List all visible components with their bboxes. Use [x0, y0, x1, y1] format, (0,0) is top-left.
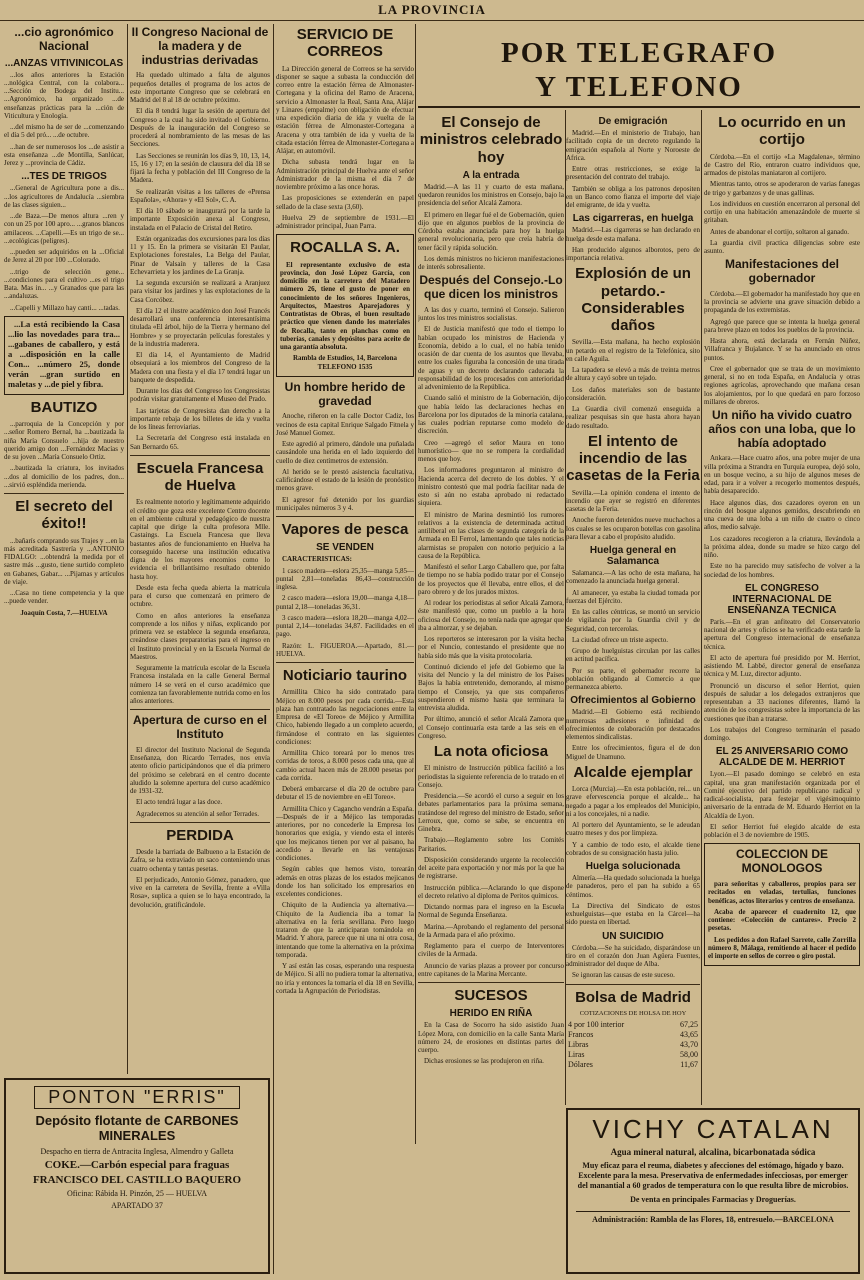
advertisement	[4, 316, 124, 395]
section-heading: Alcalde ejemplar	[573, 763, 693, 781]
ad-text: El representante exclusivo de esta provincia, don José López García, con domicilio en la carretera del Matadero número 26, tiene el gusto de poner en conocimiento de los señores Ingenieros, Arquitectos, Maestros Aparejadores y Contratistas de Obras, el buen resultado práctico que vienen dando los materiales de Rocalla, tanto en planchas como en tuberías, canales y depósitos para aceite de una garantía absoluta.	[280, 260, 410, 351]
quote-label: Liras	[568, 1050, 585, 1060]
paragraph: Los cazadores recogieron a la criatura, llevándola a la próxima aldea, donde su madre se hizo cargo del niño.	[704, 534, 860, 560]
article-title: Noticiario taurino	[282, 667, 408, 685]
article-title: ...cio agronómico Nacional	[14, 25, 114, 53]
paragraph: Las proposiciones se extenderán en papel sellado de la clase sexta (3,60).	[276, 194, 414, 211]
quote-label: Dólares	[568, 1060, 593, 1070]
paragraph: Sevilla.—La opinión condena el intento de incendio que ayer se registró en diferentes casetas de la Feria.	[566, 488, 700, 513]
paragraph: Cuando salió el ministro de la Gobernación, dijo que había leído las declaraciones hechas en Barcelona por los diputados de la minoría catalana, las cuales podrían reputarse como modelo de discreción.	[418, 394, 564, 436]
paragraph: Se realizarán visitas a los talleres de «Prensa Española», «Ahora» y «El Sol», C. A.	[130, 187, 270, 204]
column-5	[566, 112, 700, 1102]
divider	[276, 516, 414, 517]
paragraph: Están organizadas dos excursiones para los días 11 y 15. En la primera se visitarán El Paular, Explotaciones forestales, La Belga del Paular, Pinar de Valsaín y talleres de la Casa Echevarrieta y los jardines de La Granja.	[130, 234, 270, 276]
section-heading: UN SUICIDIO	[602, 930, 664, 942]
paragraph: Por su parte, el gobernador recorre la población obligando al Comercio a que permanezca abierto.	[566, 666, 700, 691]
quote-value: 58,00	[680, 1050, 698, 1060]
paragraph: París.—En el gran anfiteatro del Conservatorio nacional de artes y oficios se ha verificado esta tarde la apertura del Congreso internacional de enseñanza técnica.	[704, 617, 860, 651]
paragraph: El agresor fué detenido por los guardias municipales números 3 y 4.	[276, 495, 414, 512]
paragraph: Como en años anteriores la enseñanza comprende a los niños y niñas, explicando por primera vez se establece la segunda enseñanza, creándose clases preparatorias para el ingreso en el Instituto provincial y en la Escuela Normal de Maestros.	[130, 611, 270, 661]
paragraph: ...bañarís comprando sus Trajes y ...en la más acreditada Sastrería y ...ANTONIO FIDALGO: ...obtendrá la medida por el sastre más ...gusto, tiene surtido completo en Gabanes, Gabar... ...Pijamas y artículos de viaje.	[4, 536, 124, 586]
paragraph: Madrid.—En el ministerio de Trabajo, han facilitado copia de un decreto regulando la emigración española al Norte y Noroeste de Africa.	[566, 129, 700, 162]
paragraph: Seguramente la matrícula escolar de la Escuela Francesa instalada en la calle General Bermal número 14 se verá en el curso académico que comienza tan favorablemente nutrida como en los años anteriores.	[130, 664, 270, 706]
quote-row	[566, 1040, 700, 1050]
paragraph: Ankara.—Hace cuatro años, una pobre mujer de una villa próxima a Strandra en Turquía europea, dejó solo, en un bosque vecino, a su hijo de algunos meses de edad, para ir a volver a recogerlo momentos después, había desaparecido.	[704, 454, 860, 496]
paragraph: Armillita Chico ha sido contratado para Méjico en 8.000 pesos por cada corrida.—Esta plaza han contratado las negociaciones entre la Empresa de «El Toreo» de Méjico y Armillita Chico, habiendo llegado a un completo acuerdo, firmándose el contrato en las siguientes condiciones:	[276, 688, 414, 746]
paragraph: El ministro de Instrucción pública facilitó a los periodistas la siguiente referencia de lo tratado en el Consejo.	[418, 764, 564, 789]
paragraph: Desde esta fecha queda abierta la matrícula para el curso que comenzará en primero de octubre.	[130, 583, 270, 609]
paragraph: La tapadera se elevó a más de treinta metros de altura y cayó sobre un tejado.	[566, 366, 700, 383]
paragraph: Pronunció un discurso el señor Herriot, quien después de saludar a los delegados extranjeros que representaban a 33 naciones diferentes, llamó la atención de los congresistas sobre la importancia de las cuestiones que iban a tratarse.	[704, 681, 860, 723]
paragraph: Madrid.—El Gobierno está recibiendo numerosas adhesiones e infinidad de ofrecimientos de colaboración por destacados elementos sindicalistas.	[566, 708, 700, 741]
section-heading: Huelga general en Salamanca	[589, 545, 677, 567]
paragraph: La segunda excursión se realizará a Aranjuez para visitar los jardines y las explotaciones de la Casa Corcóbez.	[130, 279, 270, 304]
ad-heading: El secreto del éxito!!	[15, 498, 113, 533]
ad-text: ...La está recibiendo la Casa ...lio las novedades para tra... ...gabanes de caballero, y está a ...disposición en la calle Con... ...número 25, donde verán ...gran surtido en maletas y ...de piel y fibra.	[8, 318, 120, 389]
paragraph: ...bautizada la criatura, los invitados ...dos al domicilio de los padres, don... ...sirvió espléndida merienda.	[4, 464, 124, 489]
ad-text: 3 casco madera—eslora 18,20—manga 4,02—puntal 2,14—toneladas 34,87. Facilidades en el pago.	[276, 613, 414, 639]
paragraph: El perjudicado, Antonio Gómez, panadero, que vive en la carretera de Sevilla, frente a «Villa Rosa», suplica a quien se lo haya encontrado, la devolución, gratificándole.	[130, 875, 270, 909]
paragraph: Los daños materiales son de bastante consideración.	[566, 385, 700, 402]
ad-text: para señoritas y caballeros, propios para ser recitados en veladas, tertulias, funciones benéficas, actos literarios y centros de enseñanza.	[708, 880, 856, 905]
ad-text: CARACTERISTICAS:	[282, 555, 353, 564]
column-rule	[127, 24, 128, 1074]
section-heading: Después del Consejo.-Lo que dicen los ministros	[419, 273, 563, 302]
signature: Joaquín Costa, 7.—HUELVA	[20, 608, 108, 617]
quote-value: 43,70	[680, 1040, 698, 1050]
paragraph: Huelva 29 de septiembre de 1931.—El administrador principal, Juan Parra.	[276, 213, 414, 230]
paragraph: Los trabajos del Congreso terminarán el pasado domingo.	[704, 725, 860, 743]
section-heading: Explosión de un petardo.- Considerables daños	[575, 265, 691, 334]
advertisement-vichy	[566, 1108, 860, 1274]
section-heading: Ofrecimientos al Gobierno	[570, 695, 696, 707]
advertisement	[276, 234, 414, 377]
paragraph: El día 14, el Ayuntamiento de Madrid obsequiará a los miembros del Congreso de la Madera con una fiesta y el día 17 tendrá lugar un banquete de despedida.	[130, 351, 270, 384]
ad-heading: PONTON "ERRIS"	[34, 1086, 240, 1109]
quote-value: 43,65	[680, 1030, 698, 1040]
paragraph: Y a cambio de todo esto, el alcalde tiene cobrados de su consignación hasta julio.	[566, 840, 700, 857]
paragraph: ...los años anteriores la Estación ...nológica Central, con la colabora... ...Sección de Bodega del Institu... ...Agronómico, ha organizado ...de enseñanzas prácticas para la ...ción de Viticultura y Enología.	[4, 70, 124, 120]
column-6	[704, 112, 860, 1102]
paragraph: Es realmente notorio y legítimamente adquirido el crédito que goza este excelente Centro docente en el ambiente cultural y pedagógico de nuestra capital que dirige la culta profesora Mlle. Castaings. La Escuela Francesa que lleva bastantes años de funcionamiento en Huelva ha conseguido hacerse una institución educativa digna de los mayores encomios como lo evidencia el brillantísimo resultado obtenido hasta hoy.	[130, 498, 270, 581]
paragraph: Ha quedado ultimado a falta de algunos pequeños detalles el programa de los actos de este importante Congreso que se celebrará en Madrid del 8 al 18 de octubre próximo.	[130, 71, 270, 105]
paragraph: Este no ha parecido muy satisfecho de volver a la sociedad de los hombres.	[704, 562, 860, 579]
paragraph: ...pueden ser adquiridos en la ...Oficial de Jerez al 20 por 100 ...Colorado.	[4, 248, 124, 265]
paragraph: Trabajo.—Reglamento sobre los Comités Paritarios.	[418, 836, 564, 853]
ad-subheading: Agua mineral natural, alcalina, bicarbonatada sódica	[610, 1147, 816, 1157]
quote-label: Libras	[568, 1040, 589, 1050]
column-2	[130, 24, 270, 1072]
paragraph: ...General de Agricultura pone a dis... ...los agricultores de Andalucía ...siembra de las clases siguien...	[4, 184, 124, 209]
ad-text: De venta en principales Farmacias y Droguerías.	[630, 1195, 796, 1204]
column-rule	[701, 110, 702, 1105]
paragraph: El primero en llegar fué el de Gobernación, quien dijo que en algunos pueblos de la provincia de Córdoba estaba anunciada para hoy la huelga general revolucionaria, pero que creía habría de tener fácil y rápida solución.	[418, 210, 564, 252]
advertisement	[704, 843, 860, 966]
banner-line: Y TELEFONO	[535, 71, 743, 103]
section-heading: Lo ocurrido en un cortijo	[718, 114, 846, 149]
section-heading: ...ANZAS VITIVINICOLAS	[4, 57, 124, 69]
divider	[130, 455, 270, 456]
paragraph: Y así están las cosas, esperando una respuesta de Méjico. Si allí no pudiera tomar la alternativa, no iría y entonces la tomaría el día 18 en Sevilla, cortada la Agrupación de Periodistas.	[276, 962, 414, 995]
ad-text: Despacho en tierra de Antracita Inglesa, Almendro y Galleta	[40, 1147, 234, 1156]
quote-label: Francos	[568, 1030, 594, 1040]
paragraph: Instrucción pública.—Aclarando lo que dispone el decreto relativo al diploma de Peritos químicos.	[418, 883, 564, 900]
paragraph: Dictando normas para el ingreso en la Escuela Normal de Segunda Enseñanza.	[418, 903, 564, 920]
paragraph: Al rodear los periodistas al señor Alcalá Zamora, éste manifestó que, como un pueblo a la hora oficiosa del Consejo, no tenía nada que agregar que iba a almorzar, y se dejaban.	[418, 599, 564, 632]
paragraph: La Dirección general de Correos se ha servido disponer se saque a subasta la conducción del correo entre la estación férrea de Almonaster-Cortegana y la oficina del Ramo de Aracena, servicio a Almonaster la Real, Santa Ana, Alájar y Linares (empalme) con obligación de efectuar una expedición diaria de ida y vuelta de la estación férrea de Almonaster-Cortegana a Aracena y otra también de ida y vuelta de la citada estación férrea de Almonaster-Cortegana a Alájar, en automóvil.	[276, 64, 414, 155]
paragraph: Los individuos en cuestión encerraron al personal del cortijo en una habitación amenazándole de muerte si gritaban.	[704, 199, 860, 225]
paragraph: Han producido algunos alborotos, pero de importancia relativa.	[566, 245, 700, 262]
article-title: Un hombre herido de gravedad	[284, 379, 406, 408]
paragraph: El señor Herriot fué elegido alcalde de esta población el 3 de noviembre de 1905.	[704, 822, 860, 840]
ad-heading: COLECCION DE MONOLOGOS	[735, 847, 828, 876]
paragraph: ...trigo de selección gene... ...condiciones para el cultivo ...es el trigo Bata. Mas in... ...y Granados que para las ...andaluzas.	[4, 267, 124, 301]
paragraph: Las tarjetas de Congresista dan derecho a la importante rebaja de los billetes de ida y vuelta de los líneas ferroviarias.	[130, 406, 270, 432]
section-heading: EL CONGRESO INTERNACIONAL DE ENSEÑANZA TECNICA	[727, 582, 837, 616]
paragraph: Los reporteros se interesaron por la visita hecha por el Nuncio, contestando el presidente que no había sido más que la visita protocolaria.	[418, 635, 564, 660]
paragraph: En las calles céntricas, se montó un servicio de vigilancia por la Guardia civil y de Seguridad, con tercerolas.	[566, 608, 700, 633]
paragraph: El de Justicia manifestó que todo el tiempo lo habían ocupado los ministros de Hacienda y Economía, debido a lo cual, el no había tenido ocasión de dar cuenta de los asuntos que llevaba, entre los cuales figuraba la concesión de una tirada de aguas y un decreto declarando caducada la responsabilidad de los procesados con anterioridad al advenimiento de la República.	[418, 325, 564, 392]
paragraph: ...de Baza.—De menos altura ...ren y con un 25 por 100 apro... ...granos blancos amilaceos. ...Capelli.—Es un trigo de se... ...ecológicas (peligres).	[4, 212, 124, 245]
section-heading: BAUTIZO	[30, 398, 98, 416]
paragraph: ...Casa no tiene competencia y la que ...puede vender.	[4, 589, 124, 606]
banner-line: POR TELEGRAFO	[500, 37, 778, 69]
paragraph: Hasta ahora, está declarada en Fernán Núñez, Villafranca y Bujalance. Y se ha anunciado en otros puntos.	[704, 337, 860, 362]
section-heading: Un niño ha vivido cuatro años con una loba, que lo había adoptado	[708, 408, 856, 450]
paragraph: ...del mismo ha de ser de ...comenzando el día 5 del pró... ...de octubre.	[4, 123, 124, 140]
paragraph: Creo —agregó el señor Maura en tono humorístico— que no se rompera la cordialidad menos que hoy.	[418, 438, 564, 464]
ad-text: 2 casco madera—eslora 19,00—manga 4,18—puntal 2,18—toneladas 36,31.	[276, 594, 414, 611]
paragraph: Marina.—Aprobando el reglamento del personal de la Armada para el año próximo.	[418, 922, 564, 939]
paragraph: Según cables que hemos visto, torearán además en otras plazas de los estados mejicanos donde los han solicitado los empresarios en excelentes condiciones.	[276, 865, 414, 899]
ad-footer: Administración: Rambla de las Flores, 18, entresuelo.—BARCELONA	[576, 1211, 850, 1224]
paragraph: Al herido se le prestó asistencia facultativa, calificándose el estado de la lesión de pronóstico menos grave.	[276, 467, 414, 493]
section-heading: Manifestaciones del gobernador	[724, 257, 840, 286]
paragraph: La ciudad ofrece un triste aspecto.	[572, 635, 669, 644]
paragraph: El acto de apertura fué presidido por M. Herriot, asistiendo M. Labbé, director general de enseñanza técnica y M. Luz, director adjunto.	[704, 653, 860, 679]
paragraph: Dicha subasta tendrá lugar en la Administración principal de Huelva ante el señor Administrador de la misma el día 7 de noviembre próximo a las once horas.	[276, 158, 414, 191]
ad-text: Muy eficaz para el reuma, diabetes y afecciones del estómago, hígado y bazo. Excelente para la mesa. Preservativa de enfermedades infecciosas, por emerger del manantial a 60 grados de temperatura con lo que resulta libre de microbios.	[577, 1161, 849, 1190]
paragraph: El día 12 el ilustre académico don José Francés desarrollará una conferencia interesantísima titulada «El árbol, hijo de la Tierra y hermano del Hombre» y se proyectarán películas forestales y de la industria maderera.	[130, 306, 270, 348]
section-heading: ...TES DE TRIGOS	[21, 171, 107, 183]
ad-text: Los pedidos a don Rafael Sarrete, calle Zorrilla número 8, Málaga, remitiendo al hacer el pedido el importe en sellos de correo o giro postal.	[708, 935, 856, 961]
article-title: SERVICIO DE CORREOS	[296, 26, 394, 61]
paragraph: ...parroquia de la Concepción y por ...señor Romero Bernal, ha ...bautizada la niña María Consuelo ...hija de nuestro querido amigo don ...Fernández Macías y de su joven ...María Consuelo Ortiz.	[4, 420, 124, 462]
paragraph: Al portero del Ayuntamiento, se le adeudan cuatro meses y dos por limpieza.	[566, 821, 700, 838]
section-heading: A la entrada	[462, 169, 520, 181]
paragraph: Anoche fueron detenidos nueve muchachos a los cuales se les ocuparon botellas con gasolina para llevar a cabo el propósito aludido.	[566, 516, 700, 541]
quote-value: 67,25	[680, 1020, 698, 1030]
quote-row	[566, 1020, 700, 1030]
column-rule	[415, 24, 416, 1144]
paragraph: Continuó diciendo el jefe del Gobierno que la visita del Nuncio y la del ministro de los Países Bajos la había entretenido, demorando, al mismo tiempo el Consejo, ya que sus compañeros suspendieron el mismo hasta que terminara la entrevista aludida.	[418, 662, 564, 713]
article-title: II Congreso Nacional de la madera y de industrias derivadas	[131, 25, 269, 67]
ad-heading: Vapores de pesca	[281, 521, 409, 539]
paragraph: Manifestó el señor Largo Caballero que, por falta de tiempo no se había podido tratar por el Consejo de los proyectos que él llevaba, entre ellos, el del paro obrero y de los jurados mixtos.	[418, 563, 564, 596]
section-heading: De emigración	[598, 116, 668, 127]
paragraph: Mientras tanto, otros se apoderaron de varias fanegas de trigo y garbanzos y de unas gallinas.	[704, 180, 860, 197]
paragraph: La Secretaría del Congreso está instalada en San Bernardo 65.	[130, 434, 270, 451]
article-title: Escuela Francesa de Huelva	[136, 459, 264, 495]
paragraph: Córdoba.—Se ha suicidado, disparándose un tiro en el corazón don Juan Agüera Fuentes, administrador del duque de Alba.	[566, 943, 700, 968]
subheading: HERIDO EN RIÑA	[449, 1008, 533, 1020]
ad-subheading: SE VENDEN	[316, 542, 374, 554]
paragraph: Entre los ofrecimientos, figura el de don Miguel de Unamuno.	[566, 744, 700, 761]
ad-text: Razón: L. FIGUEROA.—Apartado, 81.—HUELVA.	[276, 641, 414, 658]
ad-heading: VICHY CATALAN	[592, 1114, 834, 1144]
quote-value: 11,67	[680, 1060, 698, 1070]
quote-row	[566, 1050, 700, 1060]
section-heading: Bolsa de Madrid	[575, 988, 691, 1006]
paragraph: Almería.—Ha quedado solucionada la huelga de panaderos, pero el pan ha subido a 65 céntimos.	[566, 874, 700, 899]
paragraph: Madrid.—A las 11 y cuarto de esta mañana, quedaron reunidos los ministros en Consejo, bajo la presidencia del señor Alcalá Zamora.	[418, 182, 564, 208]
paragraph: El director del Instituto Nacional de Segunda Enseñanza, don Ricardo Terrades, nos envía atento oficio participándonos que el día primero del próximo se celebrará en el centro docente aludido la solemne apertura del curso académico de 1931-32.	[130, 745, 270, 796]
paragraph: Antes de abandonar el cortijo, soltaron al ganado.	[710, 227, 849, 236]
paragraph: El ministro de Marina desmintió los rumores relativos a la existencia de determinada actitud antiliberal en las clases de segunda categoría de la Armada en El Ferrol, lamentando que tales noticias alarmistas se propalen con notorio perjuicio a la causa de la República.	[418, 510, 564, 560]
ad-footer: Rambla de Estudios, 14, Barcelona TELEFONO 1535	[292, 354, 398, 371]
paragraph: ...han de ser numerosos los ...de asistir a esta enseñanza ...de Montilla, Sanlúcar, Jerez y ...provincia de Cádiz.	[4, 142, 124, 168]
stock-quotes-table	[566, 1020, 700, 1070]
section-heading: EL 25 ANIVERSARIO COMO ALCALDE DE M. HERRIOT	[715, 746, 849, 769]
paragraph: El día 8 tendrá lugar la sesión de apertura del Congreso a la cual ha sido invitado el Gobierno. Después de la inauguración del Congreso se procederá al nombramiento de las mesas de las Secciones.	[130, 107, 270, 149]
article-title: Apertura de curso en el Instituto	[132, 713, 268, 742]
masthead: LA PROVINCIA	[0, 0, 864, 21]
paragraph: Al amanecer, ya estaba la ciudad tomada por fuerzas del Ejército.	[566, 588, 700, 605]
ad-text: Acaba de aparecer el cuadernito 12, que contiene: «Colección de cantares». Precio 2 pesetas.	[708, 907, 856, 933]
ad-subheading: Depósito flotante de CARBONES MINERALES	[35, 1113, 239, 1143]
paragraph: Se ignoran las causas de este suceso.	[572, 971, 675, 980]
ad-text: APARTADO 37	[111, 1200, 163, 1210]
section-heading: La nota oficiosa	[433, 743, 549, 761]
column-3	[276, 24, 414, 1144]
section-heading: Huelga solucionada	[585, 861, 681, 872]
section-heading: El intento de incendio de las casetas de la Feria	[566, 432, 700, 485]
section-banner	[418, 36, 860, 108]
paragraph: A las dos y cuarto, terminó el Consejo. Salieron juntos los tres ministros socialistas.	[418, 305, 564, 323]
paragraph: Armillita Chico toreará por lo menos tres corridas de toros, a 8.000 pesos cada una, que al cambio actual hacen más de 28.000 pesetas por cada corrida.	[276, 749, 414, 782]
paragraph: Madrid.—Las cigarreras se han declarado en huelga desde esta mañana.	[566, 226, 700, 243]
article-title: El Consejo de ministros celebrado hoy	[419, 114, 563, 166]
paragraph: Grupo de huelguistas circulan por las calles en actitud pacífica.	[566, 647, 700, 664]
ad-heading: ROCALLA S. A.	[290, 239, 400, 257]
paragraph: Durante los días del Congreso los Congresistas podrán visitar gratuitamente el Museo del Prado.	[130, 387, 270, 404]
paragraph: El día 10 sábado se inaugurará por la tarde la importante Exposición anexa al Congreso, instalada en el Palacio de Cristal del Retiro.	[130, 207, 270, 232]
paragraph: Chiquito de la Audiencia ya alternativa.—Chiquito de la Audiencia iba a tomar la alternativa en la feria sevillana. Pero luego trataron de que la anticiparan tomándola en Madrid. Y ahora, parece que ni una ni otra cosa, intentando que tome la alternativa en la próxima temporada.	[276, 901, 414, 959]
paragraph: La Guardia civil comenzó enseguida a realizar pesquisas sin que hasta ahora hayan dado resultado.	[566, 405, 700, 430]
ad-text: FRANCISCO DEL CASTILLO BAQUERO	[32, 1173, 242, 1186]
section-heading: Las cigarreras, en huelga	[572, 213, 694, 225]
ad-text: COKE.—Carbón especial para fraguas	[44, 1158, 230, 1171]
section-heading: SUCESOS	[454, 987, 528, 1005]
paragraph: Agregó que parece que se intenta la huelga general para breve plazo en todos los pueblos de la provincia.	[704, 317, 860, 334]
paragraph: Desde la barriada de Balbueno a la Estación de Zafra, se ha extraviado un saco conteniendo unas cuatro ochenta y tantas pesetas.	[130, 848, 270, 873]
paragraph: Salamanca.—A las ocho de esta mañana, ha comenzado la anunciada huelga general.	[566, 569, 700, 586]
advertisement-ponton	[4, 1078, 270, 1274]
quote-row	[566, 1060, 700, 1070]
paragraph: Entre otras restricciones, se exige la presentación del contrato del trabajo.	[566, 165, 700, 182]
divider	[4, 493, 124, 494]
paragraph: Armillita Chico y Cagancho vendrán a España.—Después de ir a Méjico las temporadas anteriores, por no concederle la Empresa los honorarios que exigía, y viendo esta el interés que los mejicanos tienen por ver al paisano, ha accedido a llevarle en las ventajosas condiciones.	[276, 804, 414, 863]
quote-label: 4 por 100 interior	[568, 1020, 625, 1030]
divider	[130, 822, 270, 823]
paragraph: Presidencia.—Se acordó el curso a seguir en los debates parlamentarios para la próxima semana, tratándose del regreso del ministro de Estado, señor Lerroux, que, como se sabe, se encuentra en Ginebra.	[418, 792, 564, 834]
paragraph: Anuncio de varias plazas a proveer por concurso entre capitanes de la Marina Mercante.	[418, 961, 564, 978]
divider	[276, 662, 414, 663]
paragraph: Deberá embarcarse el día 20 de octubre para debutar el 15 de noviembre en «El Toreo».	[276, 785, 414, 802]
paragraph: Los informadores preguntaron al ministro de Hacienda acerca del decreto de los dobles. Y el ministro contestó que mal podría facilitar nada de esto si aún no estaba aprobado ni redactado siquiera.	[418, 466, 564, 508]
paragraph: Lorca (Murcia).—En esta población, rei... un grave efervescencia porque el alcalde... ha negado a pagar a los empleados del Municipio, ni a los concejales, ni a nadie.	[566, 785, 700, 818]
paragraph: Dichas erosiones se las produjeron en riña.	[424, 1057, 544, 1066]
paragraph: Por último, anunció el señor Alcalá Zamora que el Consejo continuaría esta tarde a las seis en el Congreso.	[418, 715, 564, 740]
paragraph: Las Secciones se reunirán los días 9, 10, 13, 14, 15, 16 y 17; en la sesión de clausura del día 18 se fijará la fecha y población del III Congreso de la Madera.	[130, 151, 270, 185]
article-title: PERDIDA	[166, 826, 234, 844]
paragraph: El acto tendrá lugar a las doce.	[136, 798, 223, 807]
quotes-heading: COTIZACIONES DE HOLSA DE HOY	[579, 1009, 687, 1017]
paragraph: Agradecemos su atención al señor Terrades.	[136, 809, 259, 818]
paragraph: Hace algunos días, dos cazadores oyeron en un rincón del bosque algunos gemidos, descubriendo en una cueva de una loba a un niño de cuatro o cinco años, medio salvaje.	[704, 498, 860, 532]
divider	[418, 982, 564, 983]
paragraph: Reglamento para el cuerpo de Interventores civiles de la Armada.	[418, 942, 564, 959]
quote-row	[566, 1030, 700, 1040]
paragraph: ...Capelli y Millazo hay canti... ...tadas.	[10, 303, 120, 312]
paragraph: Este agredió al primero, dándole una puñalada causándole una herida en el lado izquierdo del cuello de diez centímetros de extensión.	[276, 440, 414, 465]
paragraph: Lyon.—El pasado domingo se celebró en esta capital, una gran manifestación organizada por el Comité ejecutivo del partido republicano radical y radical-socialista, para festejar el vigésimoquinto aniversario de la entrada de M. Eduardo Herriot en la Alcaldía de Lyon.	[704, 770, 860, 820]
column-4	[418, 112, 564, 1112]
paragraph: Los demás ministros no hicieron manifestaciones de interés sobresaliente.	[418, 254, 564, 271]
paragraph: Córdoba.—En el cortijo «La Magdalena», término de Castro del Río, entraron cuatro individuos que, armados de pistolas maniataron al cortijero.	[704, 152, 860, 177]
paragraph: Cree el gobernador que se trata de un movimiento general, si no en toda España, en Andalucía y otras regiones agrícolas, aprovechando que mañana cesan los alojamientos, por lo que quedará en paro forzoso millares de obreros.	[704, 364, 860, 406]
paragraph: Sevilla.—Esta mañana, ha hecho explosión un petardo en el registro de la Telefónica, sito en calle Aguila.	[566, 338, 700, 363]
column-rule	[273, 24, 274, 1274]
paragraph: También se obliga a los patronos depositen en un Banco como fianza el importe del viaje del emigrante, de ida y vuelta.	[566, 184, 700, 209]
paragraph: La Directiva del Sindicato de estos exhuelguistas—que estaba en la Cárcel—ha sido puesta en libertad.	[566, 901, 700, 927]
paragraph: La guardia civil practica diligencias sobre este asunto.	[704, 238, 860, 255]
paragraph: En la Casa de Socorro ha sido asistido Juan López Mora, con domicilio en la calle Santa María número 24, de erosiones en distintas partes del cuerpo.	[418, 1021, 564, 1055]
paragraph: Anoche, riñeron en la calle Doctor Cadiz, los vecinos de esta capital Enrique Salgado Fitnela y José Manuel Gomez.	[276, 412, 414, 437]
paragraph: Disposición considerando urgente la recolección del aceite para exportación y nor más por la que ha de registrarse.	[418, 855, 564, 881]
ad-text: 1 casco madera—eslora 25,35—manga 5,85—puntal 2,81—toneladas 86,43—construcción inglesa.	[276, 566, 414, 592]
ad-text: Oficina: Rábida H. Pinzón, 25 — HUELVA	[67, 1188, 207, 1198]
paragraph: Córdoba.—El gobernador ha manifestado hoy que en la provincia se advierte una grave situación debido a propaganda de los extremistas.	[704, 289, 860, 315]
divider	[566, 984, 700, 985]
column-1	[4, 24, 124, 1072]
divider	[130, 709, 270, 710]
